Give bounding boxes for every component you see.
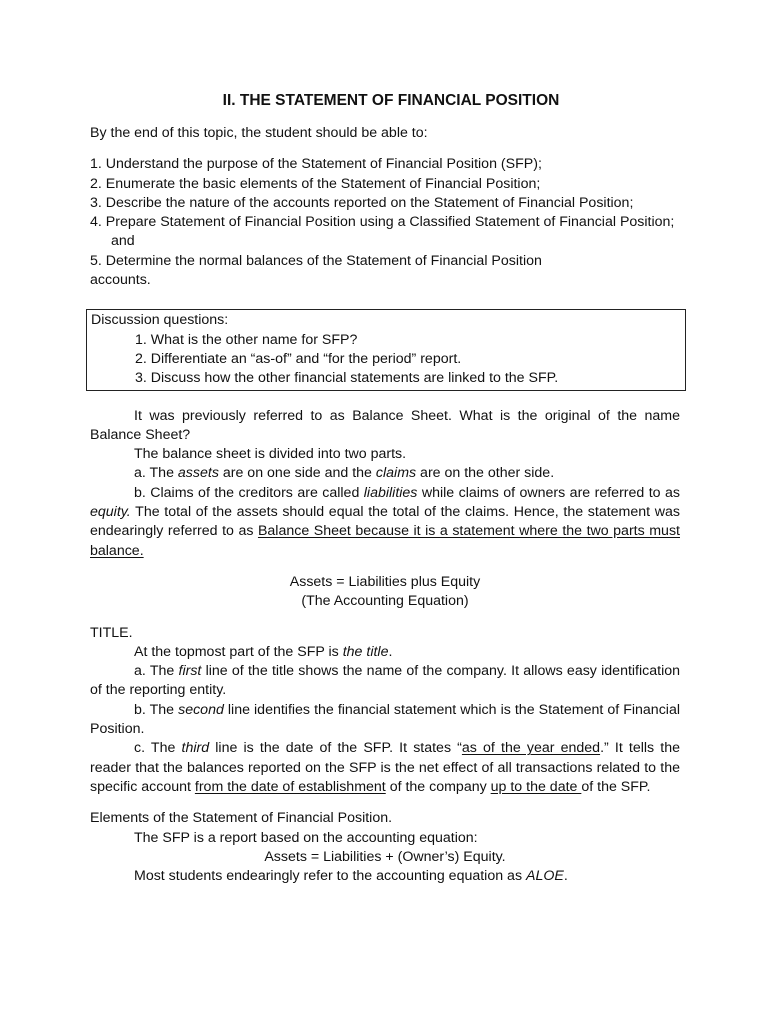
document-page	[90, 92, 680, 886]
discussion-heading: Discussion questions:	[91, 312, 229, 329]
objective-item: 2. Enumerate the basic elements of the Statement of Financial Position;	[90, 175, 541, 192]
discussion-box	[86, 309, 686, 390]
accounting-equation: Assets = Liabilities plus Equity	[289, 573, 481, 590]
page-title: II. THE STATEMENT OF FINANCIAL POSITION	[222, 92, 560, 109]
title-paragraph: At the topmost part of the SFP is the title.	[134, 643, 393, 660]
discussion-question: 2. Differentiate an “as-of” and “for the period” report.	[135, 350, 462, 367]
objective-item: 4. Prepare Statement of Financial Position using a Classified Statement of Financial Position; and	[90, 214, 675, 250]
balance-sheet-point-a: a. The assets are on one side and the claims are on the other side.	[134, 465, 555, 482]
objective-item: 1. Understand the purpose of the Statement of Financial Position (SFP);	[90, 156, 542, 173]
objective-item: 3. Describe the nature of the accounts reported on the Statement of Financial Position;	[90, 194, 634, 211]
intro-text: By the end of this topic, the student should be able to:	[90, 125, 428, 141]
objectives-list	[90, 155, 680, 251]
objective-item: 5. Determine the normal balances of the Statement of Financial Position	[90, 252, 542, 269]
section-heading-elements: Elements of the Statement of Financial Position.	[90, 810, 393, 827]
title-point-a: a. The first line of the title shows the name of the company. It allows easy identification of the reporting entity.	[90, 663, 680, 699]
elements-equation: Assets = Liabilities + (Owner’s) Equity.	[264, 848, 506, 865]
objective-item-continued: accounts.	[90, 272, 151, 289]
accounting-equation-caption: (The Accounting Equation)	[301, 593, 469, 610]
discussion-question: 3. Discuss how the other financial statements are linked to the SFP.	[135, 370, 559, 387]
underlined-text: Balance Sheet because it is a statement where the two parts must balance.	[90, 523, 680, 559]
title-point-c: c. The third line is the date of the SFP. It states “as of the year ended.” It tells the reader that the balances reported on the SFP is the net effect of all transactions related to the specific account from the date of establishment of the company up to the date of the SFP.	[90, 740, 681, 795]
discussion-question: 1. What is the other name for SFP?	[135, 331, 358, 348]
balance-sheet-point-b: b. Claims of the creditors are called liabilities while claims of owners are referred to as equity. The total of the assets should equal the total of the claims. Hence, the statement was endearingly referred to as Balance Sheet because it is a statement where the two parts must balance.	[90, 484, 680, 559]
section-heading-title: TITLE.	[90, 624, 133, 641]
title-point-b: b. The second line identifies the financial statement which is the Statement of Financial Position.	[90, 701, 680, 738]
elements-paragraph: Most students endearingly refer to the accounting equation as ALOE.	[134, 868, 568, 885]
elements-paragraph: The SFP is a report based on the accounting equation:	[134, 829, 478, 846]
balance-sheet-paragraph: It was previously referred to as Balance Sheet. What is the original of the name Balance Sheet?	[90, 407, 680, 443]
balance-sheet-paragraph: The balance sheet is divided into two parts.	[134, 446, 407, 463]
